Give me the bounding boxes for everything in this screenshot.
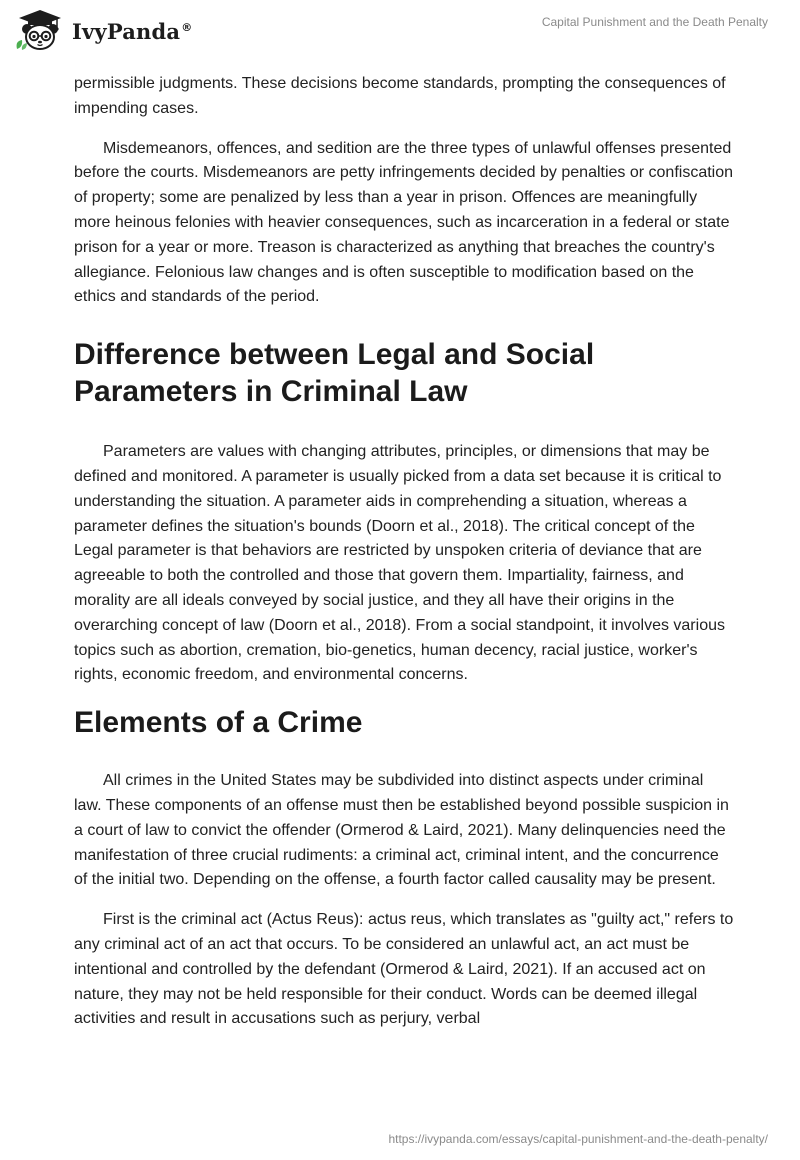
paragraph-parameters: Parameters are values with changing attributes, principles, or dimensions that may be defined and monitored. A parameter is usually picked from a data set because it is critical to understanding the situation. A parameter aids in comprehending a situation, whereas a parameter defines the situation's bounds (Doorn et al., 2018). The critical concept of the Legal parameter is that behaviors are restricted by unspoken criteria of deviance that are agreeable to both the controlled and those that govern them. Impartiality, fairness, and morality are all ideals conveyed by social justice, and they all have their origins in the overarching concept of law (Doorn et al., 2018). From a social standpoint, it involves various topics such as abortion, cremation, bio-genetics, human decency, racial justice, worker's rights, economic freedom, and environmental concerns.	[74, 443, 725, 684]
paragraph-actus-reus: First is the criminal act (Actus Reus): actus reus, which translates as "guilty act," refers to any criminal act of an act that occurs. To be considered an unlawful act, an act must be intentional and controlled by the defendant (Ormerod & Laird, 2021). If an accused act on nature, they may not be held responsible for their conduct. Words can be deemed illegal activities and result in accusations such as perjury, verbal	[74, 911, 734, 1028]
document-title: Capital Punishment and the Death Penalty	[541, 15, 768, 29]
brand-name	[72, 19, 192, 44]
paragraph-continued: permissible judgments. These decisions become standards, prompting the consequences of impending cases.	[74, 75, 726, 117]
registered-mark: ®	[181, 20, 193, 34]
section-heading-parameters: Difference between Legal and Social Parameters in Criminal Law	[74, 338, 595, 409]
essay-content	[74, 72, 734, 1047]
page-header	[0, 0, 800, 72]
brand-text: IvyPanda	[72, 18, 181, 44]
panda-graduate-icon	[14, 9, 66, 51]
source-url[interactable]: https://ivypanda.com/essays/capital-punishment-and-the-death-penalty/	[388, 1132, 768, 1146]
paragraph-elements: All crimes in the United States may be subdivided into distinct aspects under criminal law. These components of an offense must then be established beyond possible suspicion in a court of law to convict the offender (Ormerod & Laird, 2021). Many delinquencies need the manifestation of three crucial rudiments: a criminal act, criminal intent, and the concurrence of the initial two. Depending on the offense, a fourth factor called causality may be present.	[74, 772, 729, 889]
section-heading-elements: Elements of a Crime	[74, 706, 363, 740]
ivypanda-logo[interactable]	[14, 9, 192, 51]
paragraph-offense-types: Misdemeanors, offences, and sedition are the three types of unlawful offenses presented before the courts. Misdemeanors are petty infringements decided by penalties or confiscation of property; some are penalized by less than a year in prison. Offences are meaningfully more heinous felonies with heavier consequences, such as incarceration in a federal or state prison for a year or more. Treason is characterized as anything that breaches the country's allegiance. Felonious law changes and is often susceptible to modification based on the ethics and standards of the period.	[74, 139, 734, 306]
